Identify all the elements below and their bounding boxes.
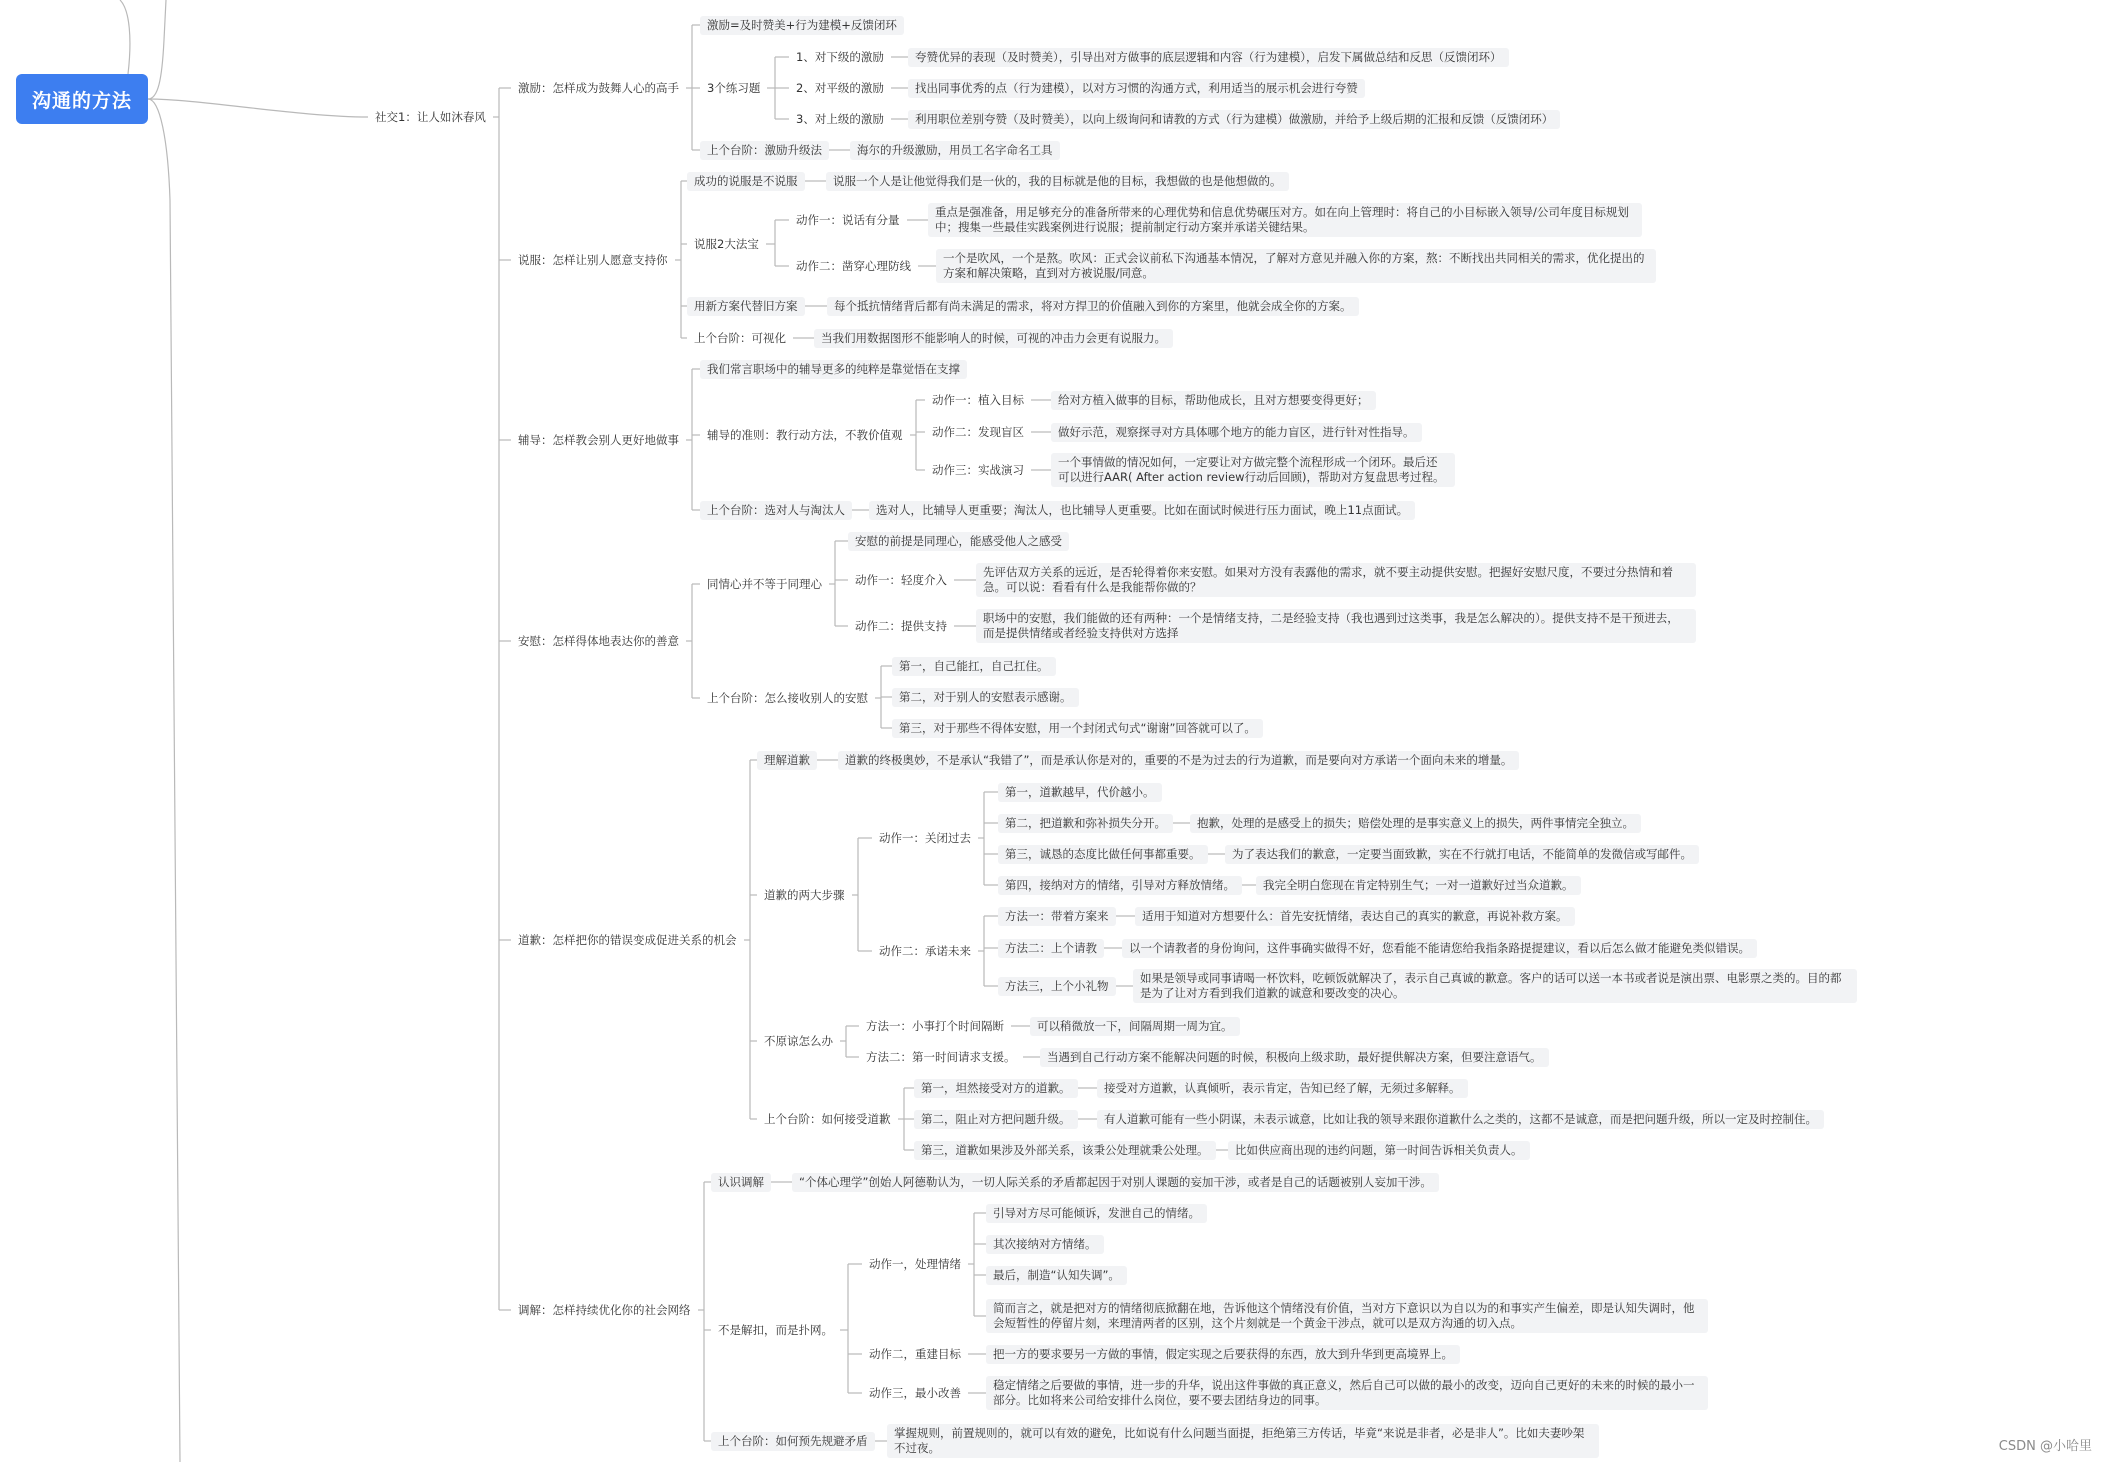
node-n6b[interactable]: 不是解扣，而是扑网。 <box>718 1322 833 1337</box>
node-n5d[interactable]: 上个台阶：如何接受道歉 <box>764 1111 891 1126</box>
node-n5b1b[interactable]: 第二，把道歉和弥补损失分开。 <box>998 814 1173 833</box>
node-n4a1t[interactable]: 先评估双方关系的远近，是否轮得着你来安慰。如果对方没有表露他的需求，就不要主动提供安慰。把握好安慰尺度，不要过分热情和着急。可以说：看看有什么是我能帮你做的？ <box>976 563 1696 597</box>
node-n4b1[interactable]: 第一，自己能扛，自己扛住。 <box>892 657 1056 676</box>
node-n2ct[interactable]: 每个抵抗情绪背后都有尚未满足的需求，将对方捍卫的价值融入到你的方案里，他就会成全你的方案。 <box>827 297 1359 316</box>
node-n1c[interactable]: 上个台阶：激励升级法 <box>700 141 829 160</box>
node-n5[interactable]: 道歉：怎样把你的错误变成促进关系的机会 <box>518 932 737 947</box>
node-n5c2[interactable]: 方法二：第一时间请求支援。 <box>866 1049 1016 1064</box>
node-n5b2a[interactable]: 方法一：带着方案来 <box>998 907 1116 926</box>
node-n3[interactable]: 辅导：怎样教会别人更好地做事 <box>518 432 679 447</box>
node-n4[interactable]: 安慰：怎样得体地表达你的善意 <box>518 633 679 648</box>
node-n4a0[interactable]: 安慰的前提是同理心，能感受他人之感受 <box>848 532 1069 551</box>
node-n5b[interactable]: 道歉的两大步骤 <box>764 887 845 902</box>
node-n1a[interactable]: 激励=及时赞美+行为建模+反馈闭环 <box>700 16 904 35</box>
node-n5b2at[interactable]: 适用于知道对方想要什么：首先安抚情绪，表达自己的真实的歉意，再说补救方案。 <box>1135 907 1575 926</box>
node-n5b2b[interactable]: 方法二：上个请教 <box>998 939 1104 958</box>
node-n6ct[interactable]: 掌握规则，前置规则的，就可以有效的避免，比如说有什么问题当面提，拒绝第三方传话，毕竟“来说是非者，必是非人”。比如夫妻吵架不过夜。 <box>887 1424 1599 1458</box>
node-n5b1c[interactable]: 第三，诚恳的态度比做任何事都重要。 <box>998 845 1208 864</box>
node-n3b1t[interactable]: 给对方植入做事的目标，帮助他成长，且对方想要变得更好； <box>1051 391 1376 410</box>
node-n1b1t[interactable]: 夸赞优异的表现（及时赞美），引导出对方做事的底层逻辑和内容（行为建模），启发下属做总结和反思（反馈闭环） <box>908 48 1509 67</box>
node-n5b2c[interactable]: 方法三，上个小礼物 <box>998 977 1116 996</box>
root-topic[interactable]: 沟通的方法 <box>16 74 148 124</box>
node-n5b2[interactable]: 动作二：承诺未来 <box>879 943 971 958</box>
node-n5d1t[interactable]: 接受对方道歉，认真倾听，表示肯定，告知已经了解，无须过多解释。 <box>1097 1079 1468 1098</box>
node-n2dt[interactable]: 当我们用数据图形不能影响人的时候，可视的冲击力会更有说服力。 <box>814 329 1173 348</box>
node-n2b[interactable]: 说服2大法宝 <box>694 236 759 251</box>
node-n4a2t[interactable]: 职场中的安慰，我们能做的还有两种：一个是情绪支持，二是经验支持（我也遇到过这类事，我是怎么解决的）。提供支持不是干预进去，而是提供情绪或者经验支持供对方选择 <box>976 609 1696 643</box>
node-n2b2[interactable]: 动作二：凿穿心理防线 <box>796 258 911 273</box>
node-n6at[interactable]: “个体心理学”创始人阿德勒认为，一切人际关系的矛盾都起因于对别人课题的妄加干涉，或者是自己的话题被别人妄加干涉。 <box>792 1173 1439 1192</box>
node-n2d[interactable]: 上个台阶：可视化 <box>694 330 786 345</box>
node-n5d3[interactable]: 第三，道歉如果涉及外部关系，该秉公处理就秉公处理。 <box>914 1141 1216 1160</box>
node-n1ct[interactable]: 海尔的升级激励，用员工名字命名工具 <box>850 141 1060 160</box>
node-n2[interactable]: 说服：怎样让别人愿意支持你 <box>518 252 668 267</box>
node-n2b1t[interactable]: 重点是强准备，用足够充分的准备所带来的心理优势和信息优势碾压对方。如在向上管理时：将自己的小目标嵌入领导/公司年度目标规划中；搜集一些最佳实践案例进行说服；提前制定行动方案并承诺关键结果。 <box>928 203 1642 237</box>
node-n6a[interactable]: 认识调解 <box>711 1173 771 1192</box>
node-n6[interactable]: 调解：怎样持续优化你的社会网络 <box>518 1302 691 1317</box>
node-n5at[interactable]: 道歉的终极奥妙，不是承认“我错了”，而是承认你是对的，重要的不是为过去的行为道歉，而是要向对方承诺一个面向未来的增量。 <box>838 751 1519 770</box>
node-n2c[interactable]: 用新方案代替旧方案 <box>687 297 805 316</box>
node-n6b3t[interactable]: 稳定情绪之后要做的事情，进一步的升华，说出这件事做的真正意义，然后自己可以做的最小的改变，迈向自己更好的未来的时候的最小一部分。比如将来公司给安排什么岗位，要不要去团结身边的同事。 <box>986 1376 1708 1410</box>
node-n5b1d[interactable]: 第四，接纳对方的情绪，引导对方释放情绪。 <box>998 876 1242 895</box>
node-n1b2t[interactable]: 找出同事优秀的点（行为建模），以对方习惯的沟通方式，利用适当的展示机会进行夸赞 <box>908 79 1365 98</box>
node-n3b1[interactable]: 动作一：植入目标 <box>932 392 1024 407</box>
node-n6b1a[interactable]: 引导对方尽可能倾诉，发泄自己的情绪。 <box>986 1204 1207 1223</box>
node-n2a[interactable]: 成功的说服是不说服 <box>687 172 805 191</box>
node-n1b3t[interactable]: 利用职位差别夸赞（及时赞美），以向上级询问和请教的方式（行为建模）做激励，并给予上级后期的汇报和反馈（反馈闭环） <box>908 110 1560 129</box>
node-n5b1bt[interactable]: 抱歉，处理的是感受上的损失；赔偿处理的是事实意义上的损失，两件事情完全独立。 <box>1190 814 1641 833</box>
node-n3b2[interactable]: 动作二：发现盲区 <box>932 424 1024 439</box>
node-n6b1b[interactable]: 其次接纳对方情绪。 <box>986 1235 1104 1254</box>
node-n4a2[interactable]: 动作二：提供支持 <box>855 618 947 633</box>
link-root-n0 <box>148 99 368 117</box>
node-n5b1dt[interactable]: 我完全明白您现在肯定特别生气；一对一道歉好过当众道歉。 <box>1256 876 1581 895</box>
node-n5c1t[interactable]: 可以稍微放一下，间隔周期一周为宜。 <box>1030 1017 1240 1036</box>
node-n1[interactable]: 激励：怎样成为鼓舞人心的高手 <box>518 80 679 95</box>
node-n2b2t[interactable]: 一个是吹风，一个是熬。吹风：正式会议前私下沟通基本情况，了解对方意见并融入你的方案，熬：不断找出共同相关的需求，优化提出的方案和解决策略，直到对方被说服/同意。 <box>936 249 1656 283</box>
node-n5b2bt[interactable]: 以一个请教者的身份询问，这件事确实做得不好，您看能不能请您给我指条路提提建议，看以后怎么做才能避免类似错误。 <box>1122 939 1757 958</box>
node-n6b1d[interactable]: 简而言之，就是把对方的情绪彻底掀翻在地，告诉他这个情绪没有价值，当对方下意识以为自以为的和事实产生偏差，即是认知失调时，他会短暂性的停留片刻，来理清两者的区别，这个片刻就是一个黄金干涉点，就可以是双方沟通的切入点。 <box>986 1299 1708 1333</box>
node-n1b2[interactable]: 2、对平级的激励 <box>796 80 884 95</box>
node-n4a[interactable]: 同情心并不等于同理心 <box>707 576 822 591</box>
node-n1b1[interactable]: 1、对下级的激励 <box>796 49 884 64</box>
node-n5d1[interactable]: 第一，坦然接受对方的道歉。 <box>914 1079 1078 1098</box>
node-n5d2[interactable]: 第二，阻止对方把问题升级。 <box>914 1110 1078 1129</box>
node-n5c2t[interactable]: 当遇到自己行动方案不能解决问题的时候，积极向上级求助，最好提供解决方案，但要注意语气。 <box>1040 1048 1549 1067</box>
node-n4b3[interactable]: 第三，对于那些不得体安慰，用一个封闭式句式“谢谢”回答就可以了。 <box>892 719 1263 738</box>
node-n1b[interactable]: 3个练习题 <box>707 80 761 95</box>
node-n6b1c[interactable]: 最后，制造“认知失调”。 <box>986 1266 1127 1285</box>
node-n5b1a[interactable]: 第一，道歉越早，代价越小。 <box>998 783 1162 802</box>
node-n4b2[interactable]: 第二，对于别人的安慰表示感谢。 <box>892 688 1079 707</box>
node-n5b1[interactable]: 动作一：关闭过去 <box>879 830 971 845</box>
root-spine-bottom <box>148 99 180 1462</box>
node-n3c[interactable]: 上个台阶：选对人与淘汰人 <box>700 501 852 520</box>
node-n3b3t[interactable]: 一个事情做的情况如何，一定要让对方做完整个流程形成一个闭环。最后还可以进行AAR( After action review行动后回顾)，帮助对方复盘思考过程。 <box>1051 453 1455 487</box>
node-n3b2t[interactable]: 做好示范，观察探寻对方具体哪个地方的能力盲区，进行针对性指导。 <box>1051 423 1422 442</box>
node-n5b1ct[interactable]: 为了表达我们的歉意，一定要当面致歉，实在不行就打电话，不能简单的发微信或写邮件。 <box>1225 845 1699 864</box>
node-n6b1[interactable]: 动作一，处理情绪 <box>869 1256 961 1271</box>
node-n6c[interactable]: 上个台阶：如何预先规避矛盾 <box>711 1432 875 1451</box>
node-n6b2[interactable]: 动作二，重建目标 <box>869 1346 961 1361</box>
node-n6b2t[interactable]: 把一方的要求要另一方做的事情，假定实现之后要获得的东西，放大到升华到更高境界上。 <box>986 1345 1460 1364</box>
root-spine-top <box>148 0 166 99</box>
node-n5c1[interactable]: 方法一：小事打个时间隔断 <box>866 1018 1004 1033</box>
node-n5d3t[interactable]: 比如供应商出现的违约问题，第一时间告诉相关负责人。 <box>1228 1141 1530 1160</box>
root-spine-left <box>120 0 130 74</box>
node-n0[interactable]: 社交1：让人如沐春风 <box>375 109 486 124</box>
node-n5d2t[interactable]: 有人道歉可能有一些小阴谋，未表示诚意，比如让我的领导来跟你道歉什么之类的，这都不是诚意，而是把问题升级，所以一定及时控制住。 <box>1097 1110 1824 1129</box>
node-n3ct[interactable]: 选对人，比辅导人更重要；淘汰人，也比辅导人更重要。比如在面试时候进行压力面试，晚上11点面试。 <box>869 501 1415 520</box>
node-n3b[interactable]: 辅导的准则：教行动方法，不教价值观 <box>707 427 903 442</box>
node-n5a[interactable]: 理解道歉 <box>757 751 817 770</box>
node-n5b2ct[interactable]: 如果是领导或同事请喝一杯饮料，吃顿饭就解决了，表示自己真诚的歉意。客户的话可以送一本书或者说是演出票、电影票之类的。目的都是为了让对方看到我们道歉的诚意和要改变的决心。 <box>1133 969 1857 1003</box>
node-n1b3[interactable]: 3、对上级的激励 <box>796 111 884 126</box>
node-n5c[interactable]: 不原谅怎么办 <box>764 1033 833 1048</box>
node-n3b3[interactable]: 动作三：实战演习 <box>932 462 1024 477</box>
node-n2at[interactable]: 说服一个人是让他觉得我们是一伙的，我的目标就是他的目标，我想做的也是他想做的。 <box>826 172 1289 191</box>
node-n4a1[interactable]: 动作一：轻度介入 <box>855 572 947 587</box>
node-n3a[interactable]: 我们常言职场中的辅导更多的纯粹是靠觉悟在支撑 <box>700 360 967 379</box>
node-n4b[interactable]: 上个台阶：怎么接收别人的安慰 <box>707 690 868 705</box>
node-n6b3[interactable]: 动作三，最小改善 <box>869 1385 961 1400</box>
watermark: CSDN @小哈里 <box>1998 1439 2092 1454</box>
node-n2b1[interactable]: 动作一：说话有分量 <box>796 212 900 227</box>
